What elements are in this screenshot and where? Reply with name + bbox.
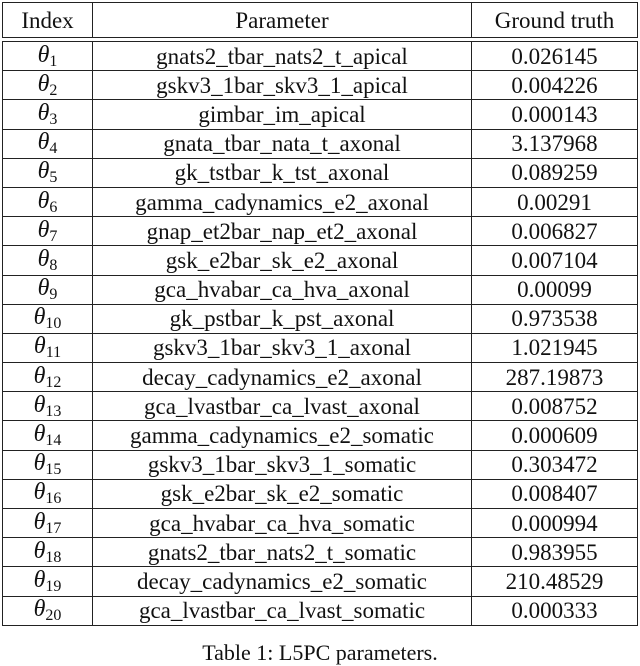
table-row [3, 421, 638, 450]
parameter-cell: gskv3_1bar_skv3_1_somatic [93, 450, 472, 479]
index-cell [3, 392, 93, 421]
parameter-cell: gca_lvastbar_ca_lvast_axonal [93, 392, 472, 421]
parameter-cell: gskv3_1bar_skv3_1_axonal [93, 333, 472, 362]
theta-symbol: $\theta_1$ [37, 41, 58, 70]
index-subscript: 12 [45, 373, 62, 391]
table-row [3, 42, 638, 71]
index-cell [3, 217, 93, 246]
table-row [3, 158, 638, 187]
theta-symbol: $\theta_{20}$ [33, 596, 62, 625]
index-subscript: 17 [45, 519, 62, 537]
parameter-cell: decay_cadynamics_e2_axonal [93, 363, 472, 392]
index-cell [3, 100, 93, 129]
index-cell [3, 42, 93, 71]
index-subscript: 18 [45, 548, 62, 566]
table-row [3, 596, 638, 625]
theta-symbol: $\theta_6$ [37, 187, 58, 216]
index-subscript: 3 [49, 110, 58, 128]
ground-truth-cell: 0.00099 [472, 275, 638, 304]
ground-truth-cell: 0.089259 [472, 158, 638, 187]
index-cell [3, 246, 93, 275]
header-ground-truth: Ground truth [472, 3, 638, 38]
table-row [3, 567, 638, 596]
ground-truth-cell: 287.19873 [472, 363, 638, 392]
table-body [3, 42, 638, 626]
ground-truth-cell: 1.021945 [472, 333, 638, 362]
ground-truth-cell: 0.00291 [472, 187, 638, 216]
index-cell [3, 421, 93, 450]
index-cell [3, 363, 93, 392]
ground-truth-cell: 0.973538 [472, 304, 638, 333]
theta-symbol: $\theta_{17}$ [33, 508, 62, 537]
header-row [3, 3, 638, 38]
theta-symbol: $\theta_{13}$ [33, 391, 62, 420]
parameter-cell: gnata_tbar_nata_t_axonal [93, 129, 472, 158]
parameter-cell: gamma_cadynamics_e2_somatic [93, 421, 472, 450]
index-subscript: 14 [45, 432, 62, 450]
header-parameter: Parameter [93, 3, 472, 38]
index-subscript: 2 [49, 81, 58, 99]
table-row [3, 392, 638, 421]
parameter-cell: gamma_cadynamics_e2_axonal [93, 187, 472, 216]
theta-symbol: $\theta_{19}$ [33, 566, 62, 595]
parameter-cell: gnats2_tbar_nats2_t_apical [93, 42, 472, 71]
theta-symbol: $\theta_5$ [37, 158, 58, 187]
index-subscript: 5 [49, 169, 58, 187]
ground-truth-cell: 0.008407 [472, 479, 638, 508]
index-cell [3, 187, 93, 216]
theta-symbol: $\theta_2$ [37, 70, 58, 99]
theta-symbol: $\theta_{16}$ [33, 479, 62, 508]
table-row [3, 217, 638, 246]
table-row [3, 246, 638, 275]
parameter-cell: gskv3_1bar_skv3_1_apical [93, 71, 472, 100]
theta-symbol: $\theta_{18}$ [33, 537, 62, 566]
index-cell [3, 275, 93, 304]
theta-symbol: $\theta_9$ [37, 275, 58, 304]
index-cell [3, 538, 93, 567]
ground-truth-cell: 0.000994 [472, 509, 638, 538]
table-row [3, 538, 638, 567]
ground-truth-cell: 0.008752 [472, 392, 638, 421]
parameter-cell: gimbar_im_apical [93, 100, 472, 129]
parameter-cell: gsk_e2bar_sk_e2_somatic [93, 479, 472, 508]
ground-truth-cell: 0.000609 [472, 421, 638, 450]
index-cell [3, 567, 93, 596]
index-cell [3, 129, 93, 158]
header-index: Index [3, 3, 93, 38]
parameters-table-container [2, 2, 637, 626]
index-cell [3, 596, 93, 625]
parameter-cell: gca_lvastbar_ca_lvast_somatic [93, 596, 472, 625]
table-caption: Table 1: L5PC parameters. [202, 640, 438, 665]
parameter-cell: gk_tstbar_k_tst_axonal [93, 158, 472, 187]
parameter-cell: gca_hvabar_ca_hva_axonal [93, 275, 472, 304]
index-subscript: 11 [45, 344, 62, 362]
index-subscript: 15 [45, 461, 62, 479]
index-subscript: 8 [49, 256, 58, 274]
ground-truth-cell: 0.007104 [472, 246, 638, 275]
table-row [3, 100, 638, 129]
parameter-cell: gk_pstbar_k_pst_axonal [93, 304, 472, 333]
index-cell [3, 71, 93, 100]
ground-truth-cell: 0.000143 [472, 100, 638, 129]
theta-symbol: $\theta_{12}$ [33, 362, 62, 391]
ground-truth-cell: 0.983955 [472, 538, 638, 567]
index-cell [3, 450, 93, 479]
ground-truth-cell: 210.48529 [472, 567, 638, 596]
theta-symbol: $\theta_4$ [37, 129, 58, 158]
theta-symbol: $\theta_7$ [37, 216, 58, 245]
index-subscript: 20 [45, 607, 62, 625]
index-subscript: 7 [49, 227, 58, 245]
ground-truth-cell: 3.137968 [472, 129, 638, 158]
table-row [3, 363, 638, 392]
parameter-cell: decay_cadynamics_e2_somatic [93, 567, 472, 596]
index-subscript: 19 [45, 577, 62, 595]
index-subscript: 10 [45, 315, 62, 333]
ground-truth-cell: 0.000333 [472, 596, 638, 625]
index-cell [3, 304, 93, 333]
parameter-cell: gsk_e2bar_sk_e2_axonal [93, 246, 472, 275]
parameter-cell: gnap_et2bar_nap_et2_axonal [93, 217, 472, 246]
table-row [3, 187, 638, 216]
theta-symbol: $\theta_{14}$ [33, 421, 62, 450]
parameter-cell: gnats2_tbar_nats2_t_somatic [93, 538, 472, 567]
theta-symbol: $\theta_{15}$ [33, 450, 62, 479]
theta-symbol: $\theta_{11}$ [33, 333, 62, 362]
index-subscript: 13 [45, 402, 62, 420]
index-subscript: 16 [45, 490, 62, 508]
ground-truth-cell: 0.026145 [472, 42, 638, 71]
ground-truth-cell: 0.004226 [472, 71, 638, 100]
table-row [3, 275, 638, 304]
index-cell [3, 333, 93, 362]
parameter-cell: gca_hvabar_ca_hva_somatic [93, 509, 472, 538]
table-row [3, 71, 638, 100]
theta-symbol: $\theta_{10}$ [33, 304, 62, 333]
theta-symbol: $\theta_3$ [37, 99, 58, 128]
table-row [3, 333, 638, 362]
table-row [3, 450, 638, 479]
index-cell [3, 479, 93, 508]
theta-symbol: $\theta_8$ [37, 245, 58, 274]
table-row [3, 509, 638, 538]
table-row [3, 479, 638, 508]
index-cell [3, 158, 93, 187]
index-subscript: 6 [49, 198, 58, 216]
index-subscript: 9 [49, 286, 58, 304]
ground-truth-cell: 0.006827 [472, 217, 638, 246]
ground-truth-cell: 0.303472 [472, 450, 638, 479]
index-subscript: 4 [49, 140, 58, 158]
table-row [3, 304, 638, 333]
parameters-table [2, 2, 638, 626]
index-cell [3, 509, 93, 538]
index-subscript: 1 [49, 52, 58, 70]
table-row [3, 129, 638, 158]
